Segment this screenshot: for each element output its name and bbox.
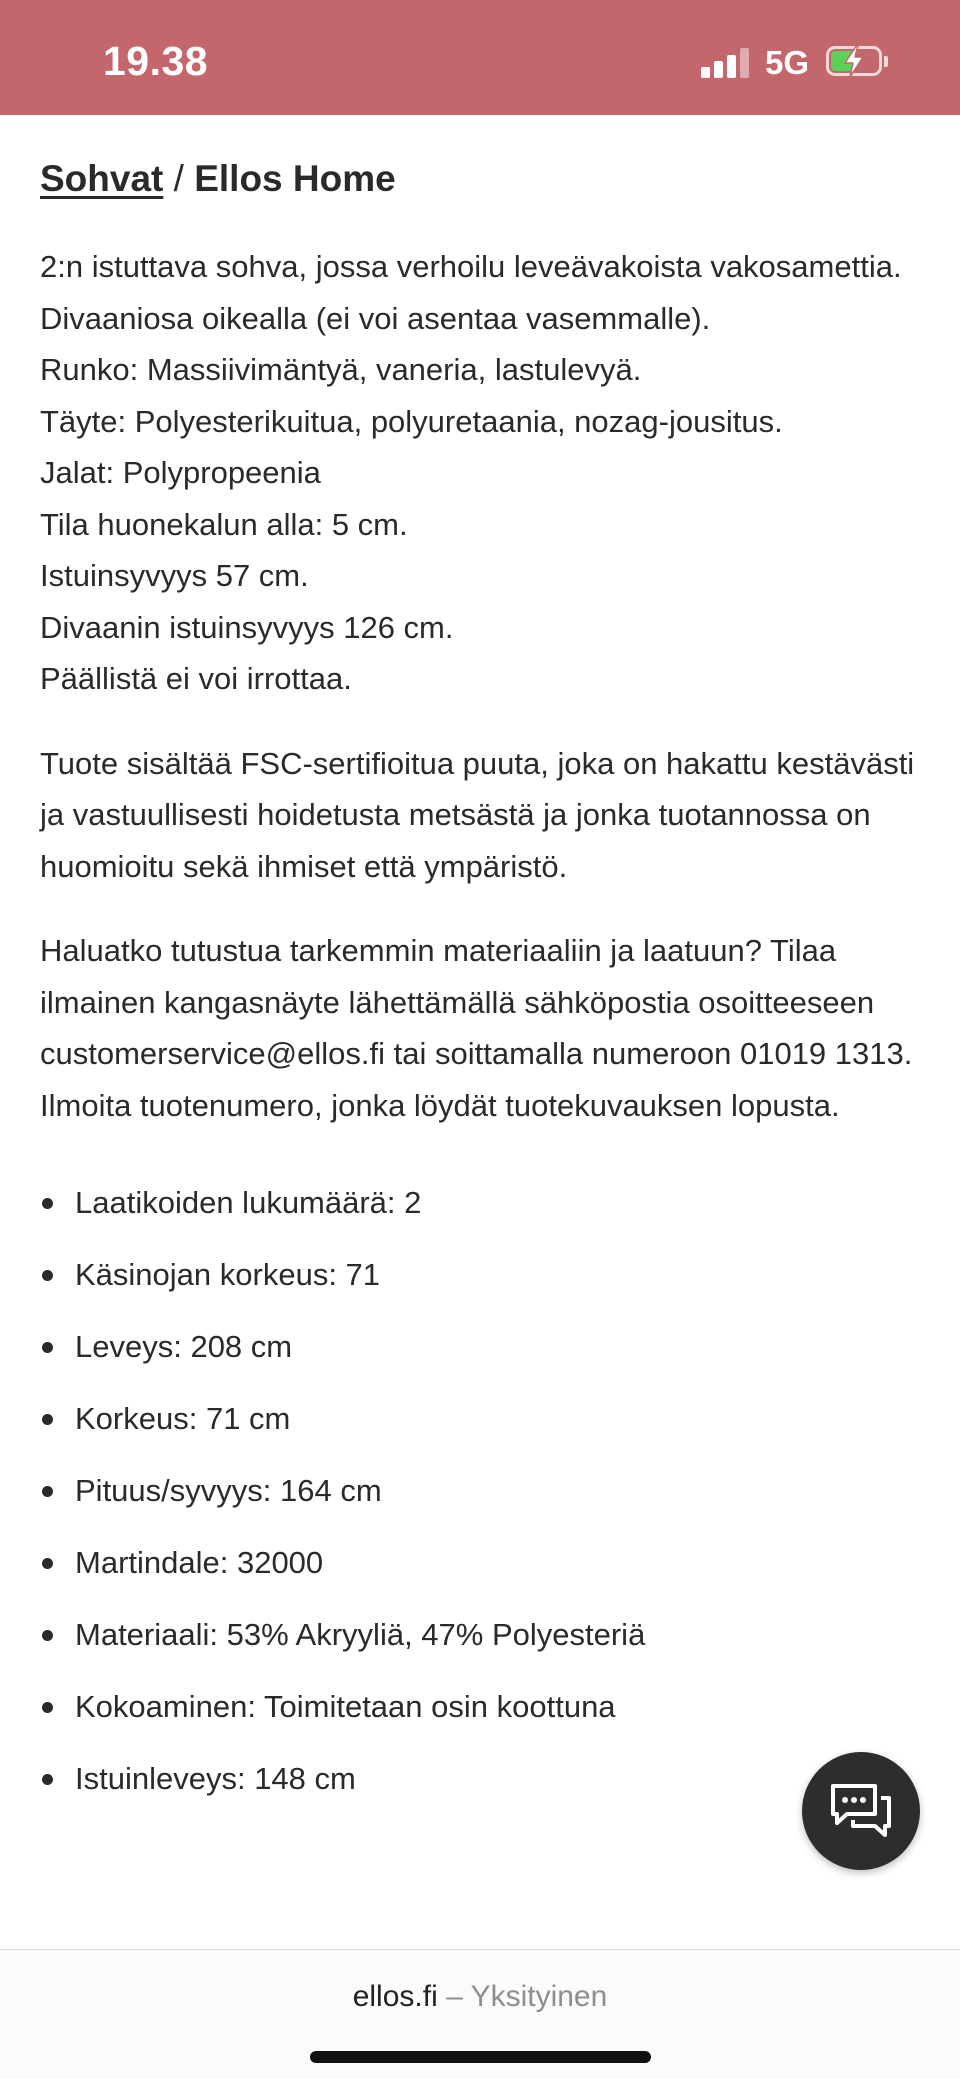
address-bar[interactable] [0, 1980, 960, 2014]
description-line: Tila huonekalun alla: 5 cm. [40, 506, 408, 542]
home-indicator[interactable] [310, 2051, 651, 2063]
url-domain: ellos.fi [352, 1980, 438, 2013]
chat-button[interactable] [802, 1752, 920, 1870]
fsc-paragraph: Tuote sisältää FSC-sertifioitua puuta, joka on hakattu kestävästi ja vastuullisesti hoidetusta metsästä ja jonka tuotannossa on huomioitu sekä ihmiset että ympäristö. [40, 745, 915, 884]
spec-item [40, 1255, 920, 1295]
description-line: Runko: Massiivimäntyä, vaneria, lastulevyä. [40, 352, 642, 388]
cellular-signal-icon [701, 48, 751, 78]
description-line: Päällistä ei voi irrottaa. [40, 661, 352, 697]
bullet-icon [42, 1198, 53, 1209]
spec-list [40, 1183, 920, 1799]
network-type: 5G [765, 44, 810, 81]
spec-item [40, 1399, 920, 1439]
chat-bubbles-icon [829, 1782, 893, 1840]
bullet-icon [42, 1342, 53, 1353]
bullet-icon [42, 1774, 53, 1785]
spec-text: Istuinleveys: 148 cm [75, 1761, 356, 1797]
bullet-icon [42, 1486, 53, 1497]
breadcrumb [40, 157, 920, 201]
private-mode-label: Yksityinen [470, 1980, 608, 2013]
spec-item [40, 1543, 920, 1583]
description-line: Täyte: Polyesterikuitua, polyuretaania, nozag-jousitus. [40, 403, 783, 439]
description-line: Jalat: Polypropeenia [40, 455, 321, 491]
spec-item [40, 1183, 920, 1223]
product-description-section [40, 115, 920, 1831]
fabric-sample-paragraph: Haluatko tutustua tarkemmin materiaaliin ja laatuun? Tilaa ilmainen kangasnäyte lähettämällä sähköpostia osoitteeseen customerservice@ellos.fi tai soittamalla numeroon 01019 1313. Ilmoita tuotenumero, jonka löydät tuotekuvauksen lopusta. [40, 933, 913, 1123]
spec-text: Martindale: 32000 [75, 1545, 324, 1581]
description-line: Divaanin istuinsyvyys 126 cm. [40, 609, 454, 645]
spec-text: Korkeus: 71 cm [75, 1401, 291, 1437]
spec-text: Laatikoiden lukumäärä: 2 [75, 1185, 422, 1221]
breadcrumb-brand: Ellos Home [194, 158, 396, 199]
description-line: Istuinsyvyys 57 cm. [40, 558, 309, 594]
spec-text: Pituus/syvyys: 164 cm [75, 1473, 382, 1509]
description-details [40, 241, 920, 705]
status-time: 19.38 [103, 38, 209, 84]
breadcrumb-separator: / [163, 158, 195, 199]
bullet-icon [42, 1270, 53, 1281]
spec-item [40, 1615, 920, 1655]
spec-text: Materiaali: 53% Akryyliä, 47% Polyesteriä [75, 1617, 646, 1653]
spec-item [40, 1327, 920, 1367]
spec-item [40, 1687, 920, 1727]
spec-item [40, 1471, 920, 1511]
spec-text: Kokoaminen: Toimitetaan osin koottuna [75, 1689, 616, 1725]
spec-item [40, 1759, 920, 1799]
bullet-icon [42, 1630, 53, 1641]
bullet-icon [42, 1414, 53, 1425]
description-line: 2:n istuttava sohva, jossa verhoilu leveävakoista vakosamettia. Divaaniosa oikealla (ei voi asentaa vasemmalle). [40, 249, 902, 336]
browser-bottom-bar [0, 1949, 960, 2079]
bullet-icon [42, 1558, 53, 1569]
status-bar [0, 0, 960, 115]
breadcrumb-link-sohvat[interactable]: Sohvat [40, 158, 164, 199]
battery-charging-icon [826, 46, 888, 80]
product-description [40, 241, 920, 1131]
url-separator: – [437, 1980, 471, 2013]
spec-text: Käsinojan korkeus: 71 [75, 1257, 381, 1293]
spec-text: Leveys: 208 cm [75, 1329, 293, 1365]
bullet-icon [42, 1702, 53, 1713]
